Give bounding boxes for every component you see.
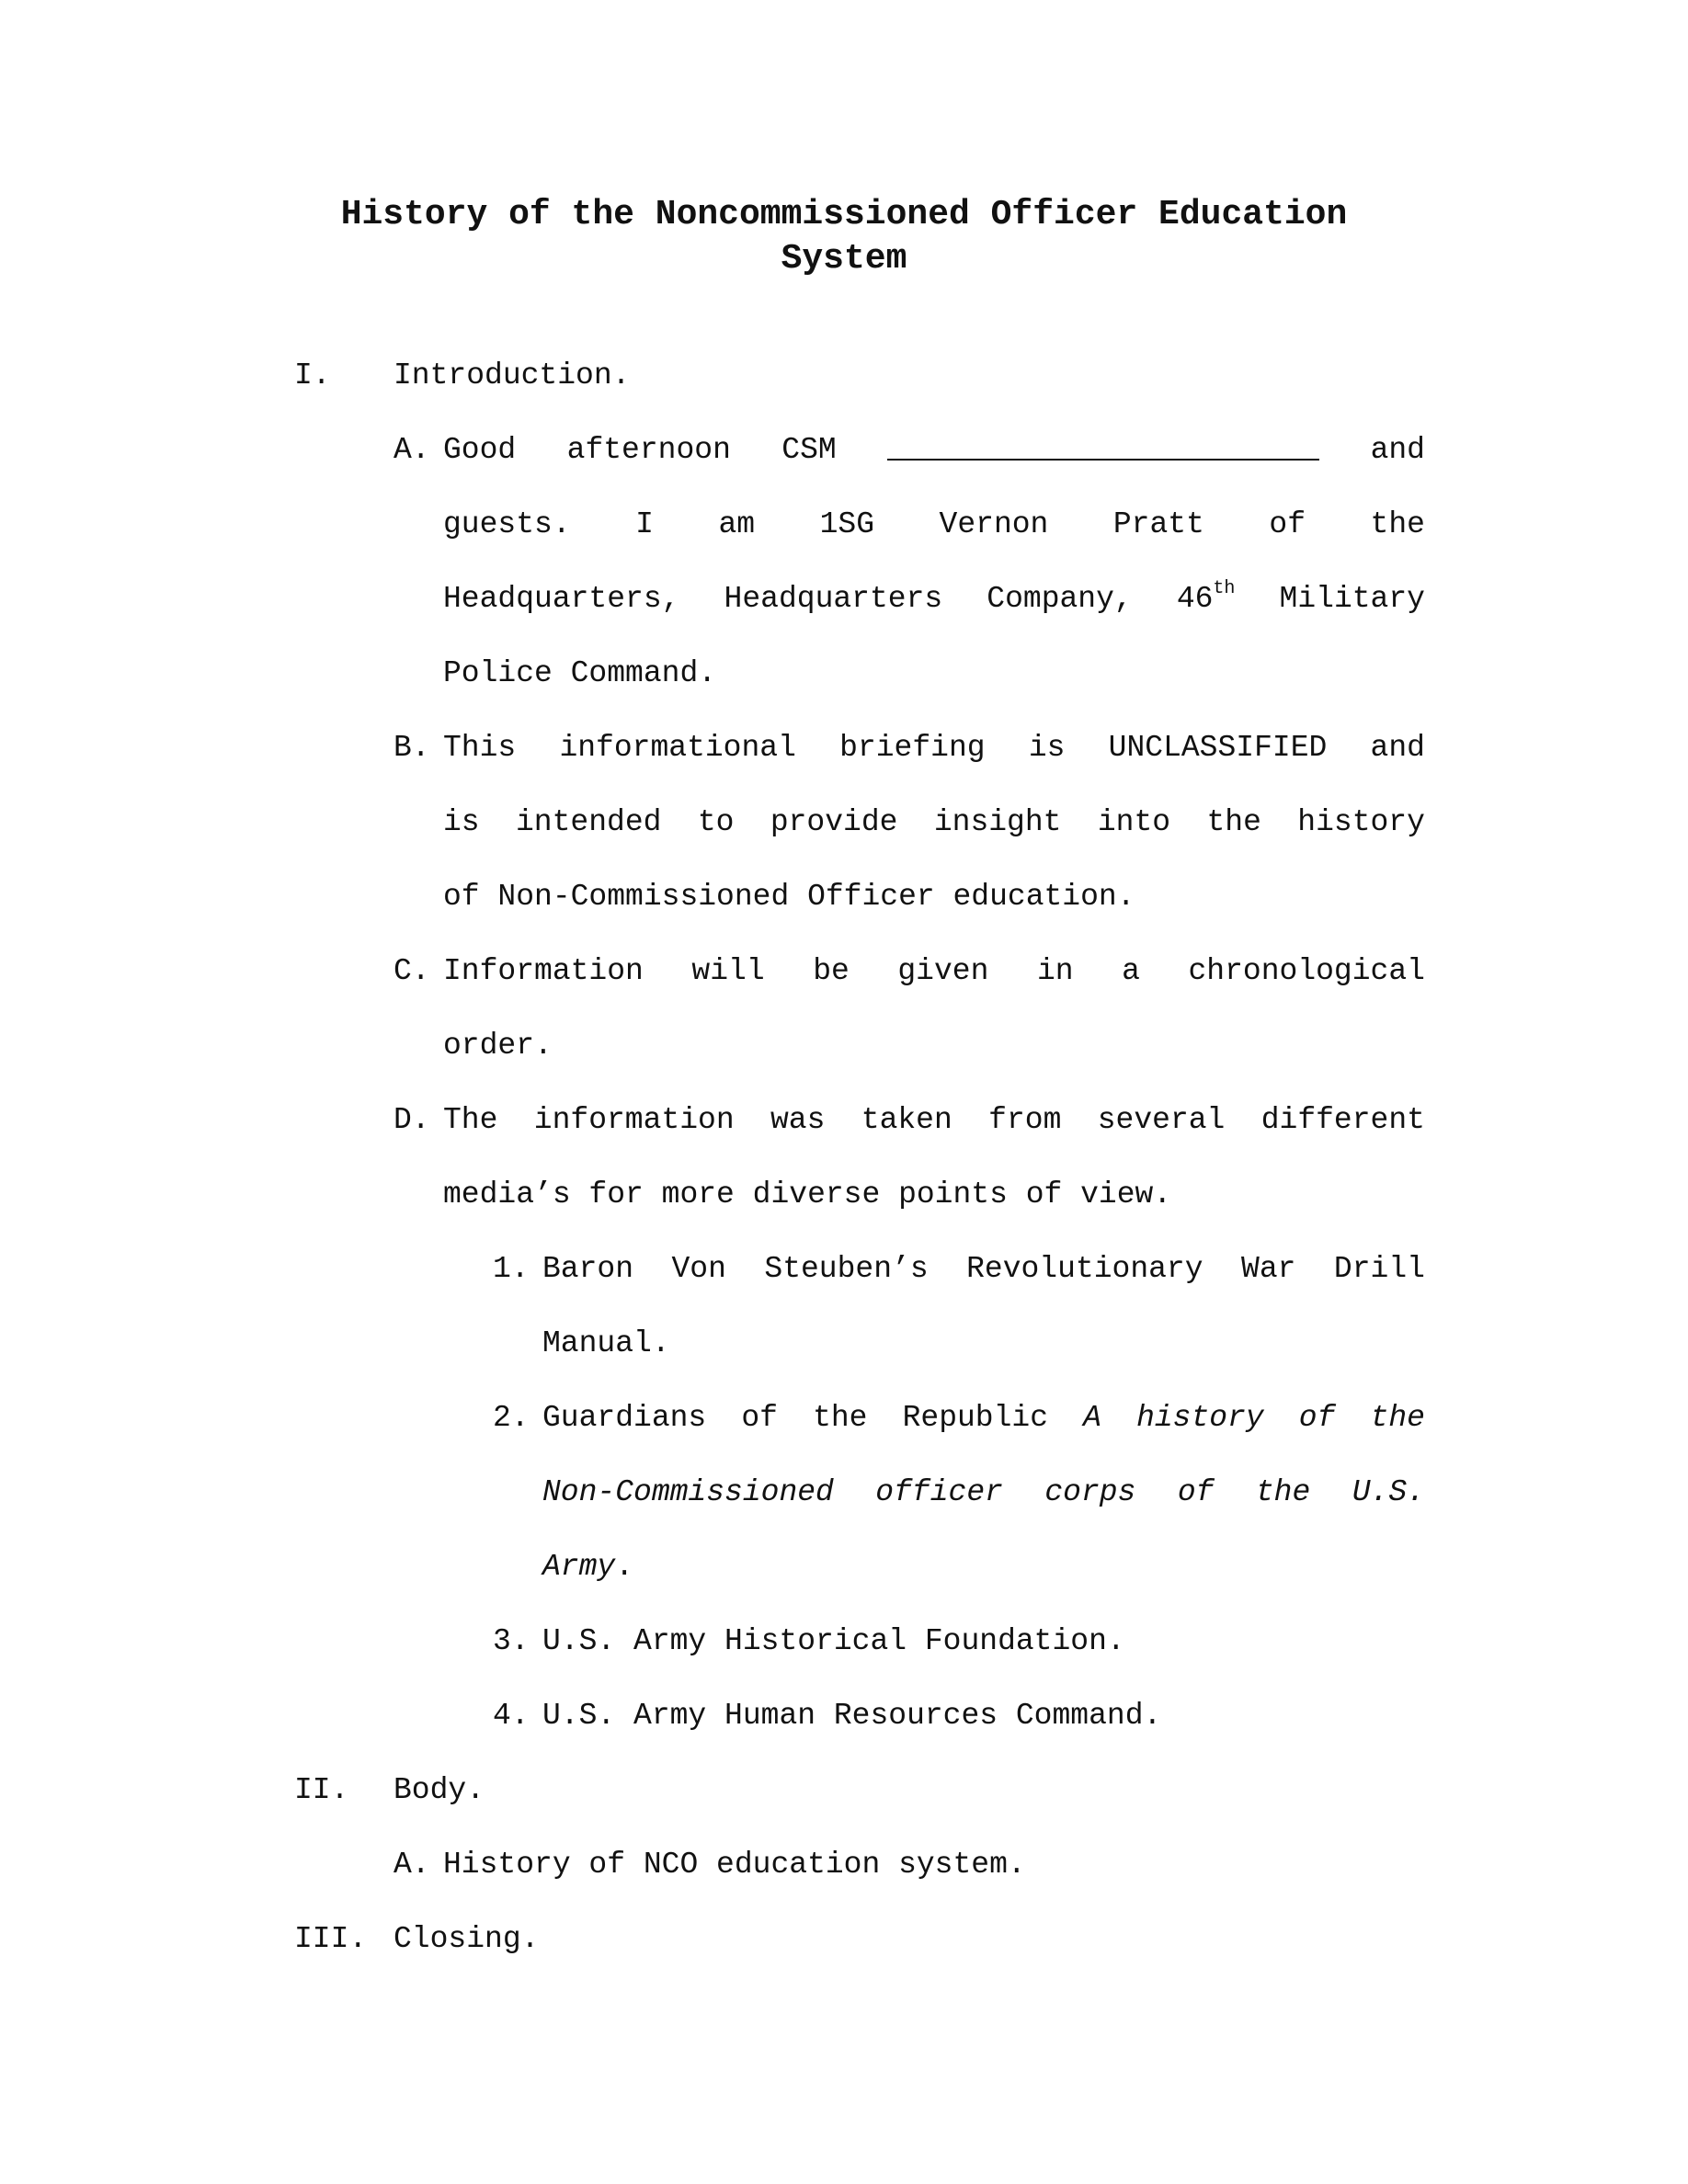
word: War: [1241, 1252, 1296, 1286]
word: intended: [516, 805, 662, 839]
word: Good: [443, 433, 517, 467]
subitem-2-line-3: [542, 1550, 633, 1584]
word: UNCLASSIFIED: [1108, 731, 1328, 765]
word: Vernon: [939, 507, 1049, 541]
subitem-2-marker: 2.: [493, 1401, 530, 1435]
word: is: [443, 805, 480, 839]
word: history: [1297, 805, 1425, 839]
word: guests.: [443, 507, 571, 541]
subitem-3-marker: 3.: [493, 1624, 530, 1658]
italic-word: the: [1370, 1401, 1425, 1435]
italic-word: corps: [1044, 1475, 1136, 1509]
word: Company,: [987, 582, 1133, 616]
item-i-d-line-2: media’s for more diverse points of view.: [443, 1177, 1172, 1211]
word: to: [697, 805, 735, 839]
subitem-1-line-1: [542, 1252, 1425, 1286]
item-ii-a-marker: A.: [393, 1848, 430, 1882]
word: of: [741, 1401, 778, 1435]
word: different: [1260, 1103, 1425, 1137]
word: Revolutionary: [966, 1252, 1203, 1286]
word: Baron: [542, 1252, 634, 1286]
word: the: [813, 1401, 868, 1435]
italic-word: the: [1255, 1475, 1311, 1509]
word: informational: [559, 731, 796, 765]
word: CSM: [781, 433, 837, 467]
section-i-marker: I.: [294, 358, 331, 392]
word: am: [718, 507, 756, 541]
item-i-b-marker: B.: [393, 731, 430, 765]
word: several: [1097, 1103, 1226, 1137]
word: given: [897, 954, 989, 988]
item-i-b-line-1: [443, 731, 1425, 765]
item-i-d-marker: D.: [393, 1103, 430, 1137]
section-iii-heading: Closing.: [393, 1922, 540, 1956]
number: 46: [1176, 582, 1214, 616]
italic-word: A: [1083, 1401, 1101, 1435]
item-i-a-line-1: [443, 433, 1425, 467]
item-ii-a-line-1: History of NCO education system.: [443, 1848, 1026, 1882]
word: was: [770, 1103, 826, 1137]
section-ii-heading: Body.: [393, 1773, 485, 1807]
italic-word: history: [1136, 1401, 1264, 1435]
item-i-b-line-3: of Non-Commissioned Officer education.: [443, 880, 1135, 914]
word: the: [1370, 507, 1425, 541]
item-i-a-line-4: Police Command.: [443, 656, 717, 690]
word: Headquarters,: [443, 582, 680, 616]
item-i-a-marker: A.: [393, 433, 430, 467]
ordinal-suffix: th: [1213, 578, 1236, 599]
word: Headquarters: [724, 582, 943, 616]
section-i-heading: Introduction.: [393, 358, 631, 392]
word: a: [1122, 954, 1140, 988]
word: the: [1206, 805, 1261, 839]
word: The: [443, 1103, 498, 1137]
subitem-3-line-1: U.S. Army Historical Foundation.: [542, 1624, 1125, 1658]
subitem-4-marker: 4.: [493, 1699, 530, 1733]
word: 1SG: [819, 507, 875, 541]
subitem-1-line-2: Manual.: [542, 1326, 670, 1360]
item-i-d-line-1: [443, 1103, 1425, 1137]
subitem-4-line-1: U.S. Army Human Resources Command.: [542, 1699, 1162, 1733]
subitem-1-marker: 1.: [493, 1252, 530, 1286]
period: .: [615, 1550, 634, 1584]
section-ii-marker: II.: [294, 1773, 349, 1807]
italic-word: Non-Commissioned: [542, 1475, 834, 1509]
subitem-2-line-1: [542, 1401, 1425, 1435]
italic-word: of: [1298, 1401, 1336, 1435]
word: Republic: [902, 1401, 1049, 1435]
word: This: [443, 731, 517, 765]
item-i-a-line-2: [443, 507, 1425, 541]
item-i-b-line-2: [443, 805, 1425, 839]
word: be: [813, 954, 850, 988]
item-i-c-line-2: order.: [443, 1029, 553, 1063]
ordinal-number: [1176, 578, 1236, 616]
title-line-2: System: [781, 239, 907, 279]
word: and: [1370, 731, 1425, 765]
word: Pratt: [1112, 507, 1204, 541]
title-line-1: History of the Noncommissioned Officer Education: [340, 195, 1348, 234]
word: Military: [1279, 582, 1425, 616]
word: in: [1036, 954, 1074, 988]
item-i-a-line-3: [443, 578, 1425, 616]
word: briefing: [839, 731, 986, 765]
italic-word: Army: [542, 1550, 616, 1584]
word: insight: [933, 805, 1062, 839]
italic-word: of: [1177, 1475, 1215, 1509]
word: Von: [671, 1252, 726, 1286]
word: Steuben’s: [764, 1252, 929, 1286]
word: is: [1028, 731, 1066, 765]
word: and: [1370, 433, 1425, 467]
word: will: [691, 954, 765, 988]
word: into: [1097, 805, 1171, 839]
subitem-2-line-2: [542, 1475, 1425, 1509]
document-title: [276, 193, 1412, 281]
word: I: [635, 507, 654, 541]
item-i-c-marker: C.: [393, 954, 430, 988]
italic-word: officer: [875, 1475, 1003, 1509]
csm-name-blank: [887, 433, 1319, 461]
italic-word: U.S.: [1352, 1475, 1425, 1509]
word: Information: [443, 954, 644, 988]
word: of: [1269, 507, 1306, 541]
word: information: [533, 1103, 735, 1137]
word: chronological: [1188, 954, 1425, 988]
word: Drill: [1333, 1252, 1425, 1286]
item-i-c-line-1: [443, 954, 1425, 988]
word: taken: [861, 1103, 952, 1137]
word: afternoon: [566, 433, 731, 467]
word: provide: [770, 805, 898, 839]
word: from: [988, 1103, 1062, 1137]
section-iii-marker: III.: [294, 1922, 368, 1956]
word: Guardians: [542, 1401, 707, 1435]
